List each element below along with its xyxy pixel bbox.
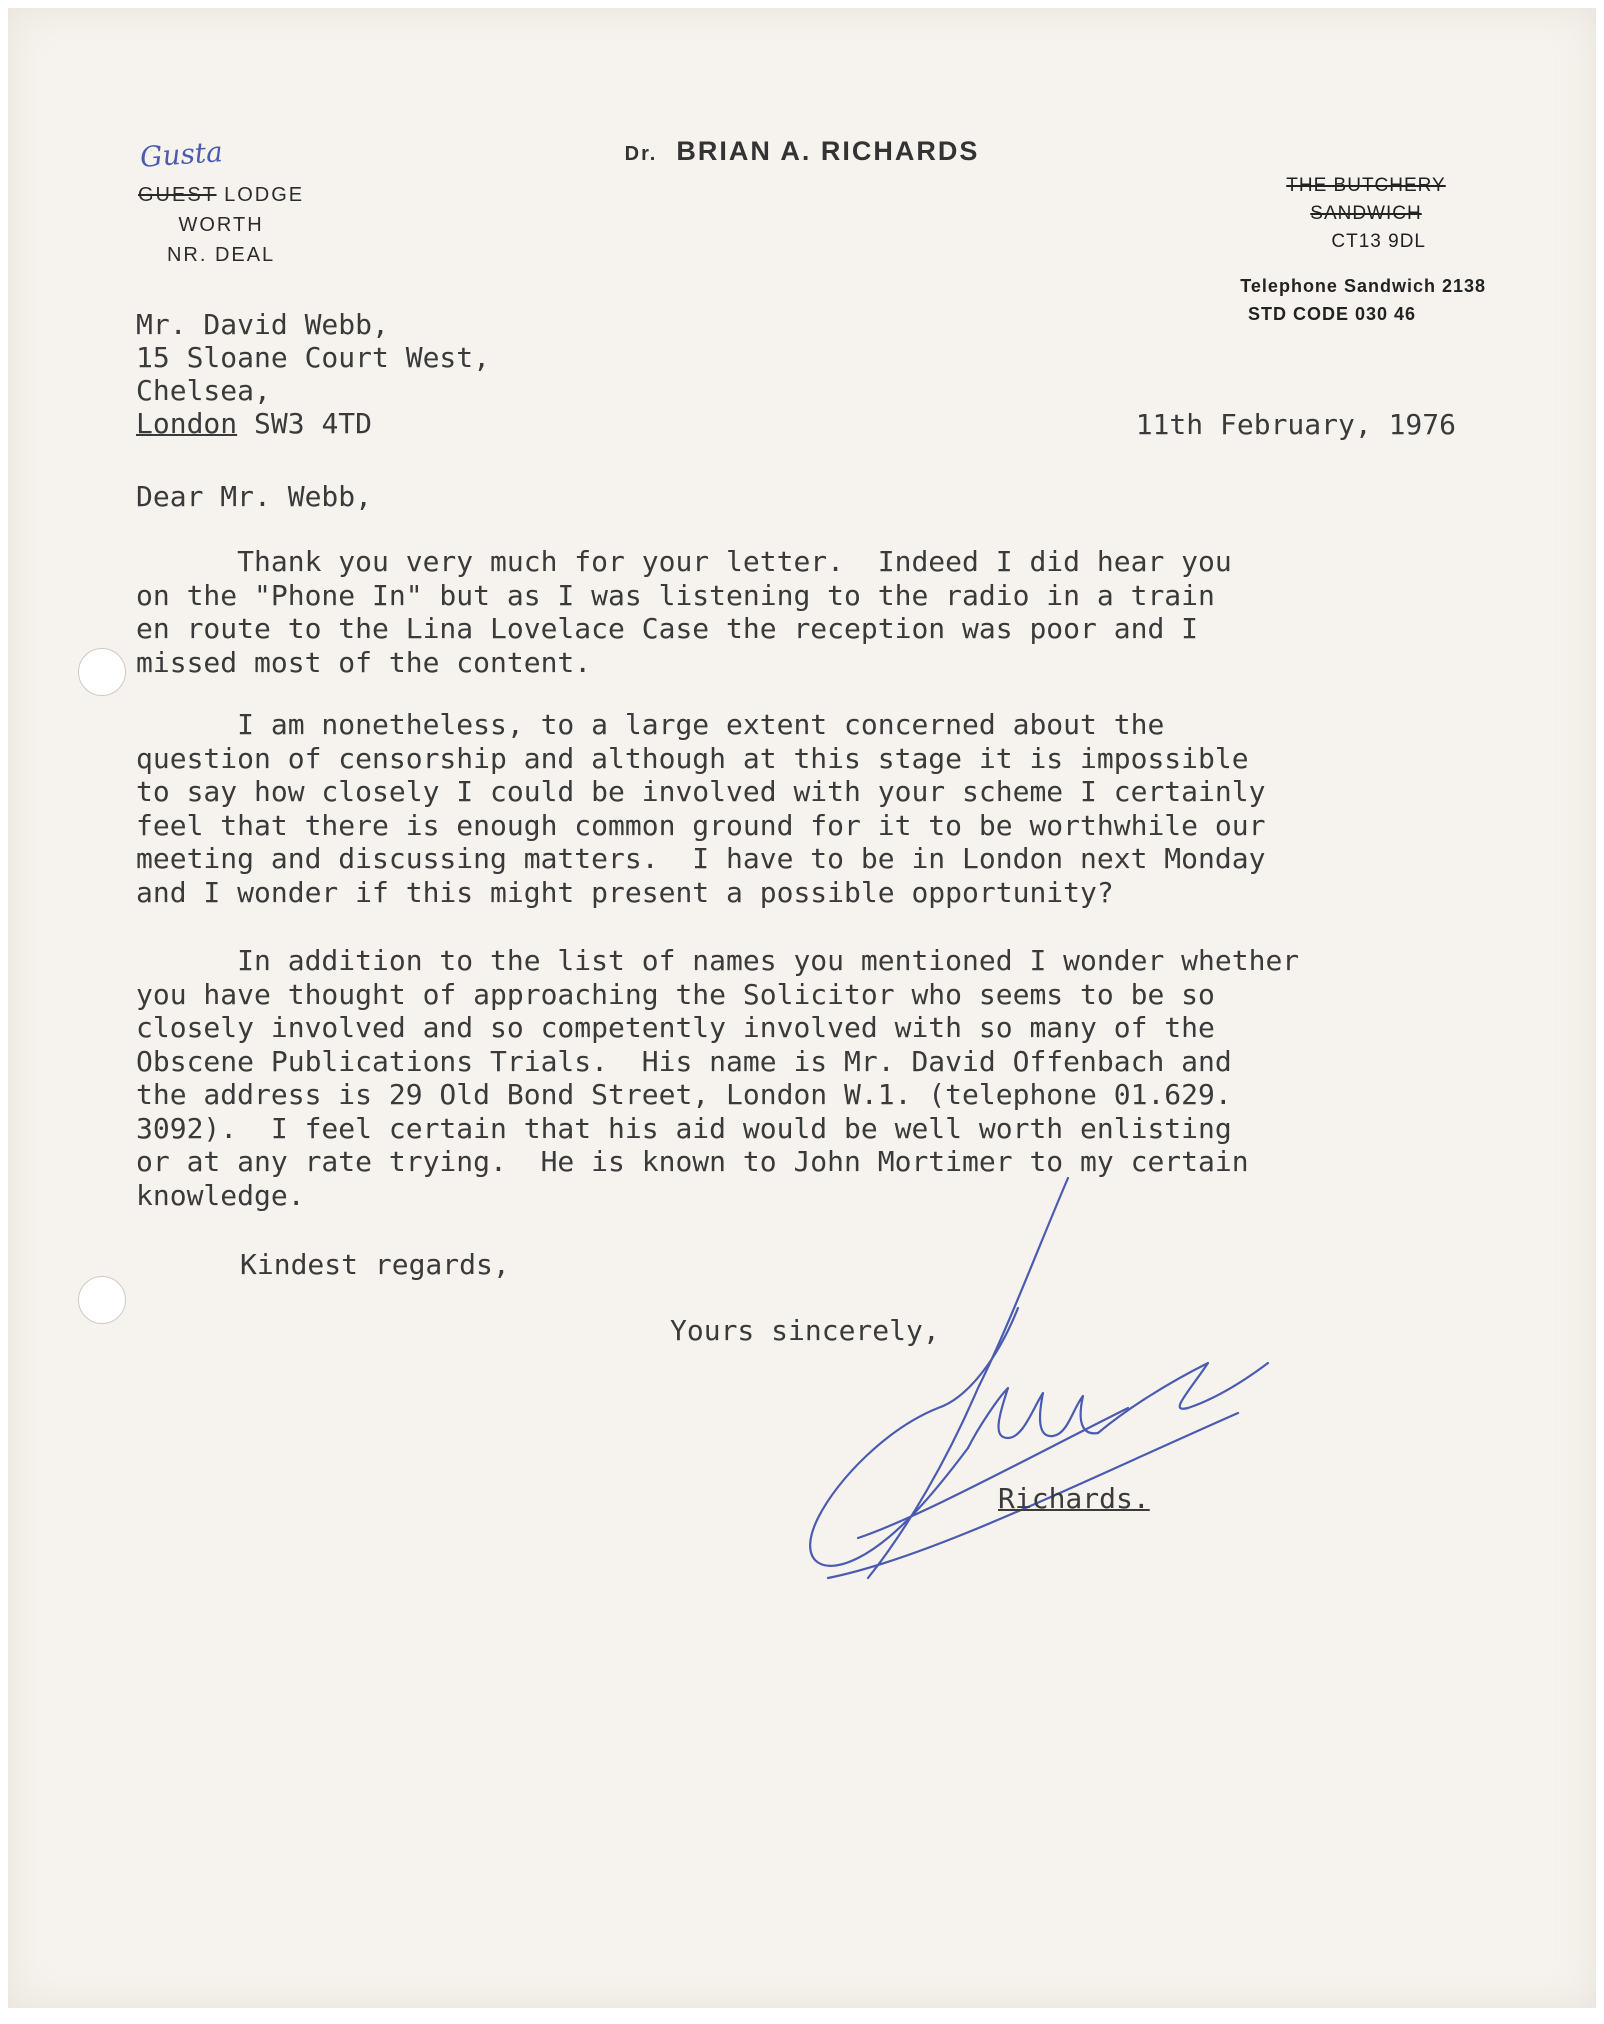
regards: Kindest regards, <box>240 1248 510 1281</box>
struck-sandwich: SANDWICH <box>1310 203 1422 224</box>
letterhead-address-left <box>138 180 304 270</box>
letter-date: 11th February, 1976 <box>1135 408 1456 441</box>
handwritten-correction: Gusta <box>138 135 224 174</box>
recipient-address <box>136 308 490 440</box>
signed-name: Richards. <box>998 1482 1150 1515</box>
letter-page <box>8 8 1596 2008</box>
punch-hole-bottom <box>78 1276 126 1324</box>
punch-hole-top <box>78 648 126 696</box>
closing: Yours sincerely, <box>670 1314 940 1347</box>
handwritten-signature <box>768 1158 1288 1628</box>
letterhead-left-line3: NR. DEAL <box>166 244 276 266</box>
body-paragraph-2: I am nonetheless, to a large extent concerned about the question of censorship and although at this stage it is impossible to say how closely I could be involved with your scheme I certainly feel that there is enough common ground for it to be worthwhile our meeting and discussing matters. I have to be in London next Monday and I wonder if this might present a possible opportunity? <box>136 708 1266 909</box>
telephone-line: Telephone Sandwich 2138 <box>1240 276 1486 296</box>
recipient-line4 <box>136 407 490 440</box>
recipient-city: London <box>136 407 238 440</box>
std-code-line: STD CODE 030 46 <box>1247 304 1416 324</box>
letterhead-left-line1 <box>138 180 304 210</box>
letterhead-title: Dr. <box>624 143 658 165</box>
letterhead-name <box>8 136 1596 167</box>
recipient-postcode: SW3 4TD <box>237 407 373 440</box>
struck-word-guest: GUEST <box>138 184 217 206</box>
body-paragraph-3: In addition to the list of names you mentioned I wonder whether you have thought of approaching the Solicitor who seems to be so closely involved and so competently involved with so many of the Obscene Publications Trials. His name is Mr. David Offenbach and the address is 29 Old Bond Street, London W.1. (telephone 01.629. 3092). I feel certain that his aid would be well worth enlisting or at any rate trying. He is known to John Mortimer to my certain knowledge. <box>136 944 1300 1212</box>
struck-butchery: THE BUTCHERY <box>1286 175 1446 196</box>
letterhead-address-right <box>1226 172 1486 328</box>
recipient-line3: Chelsea, <box>136 374 271 407</box>
postcode: CT13 9DL <box>1331 231 1426 252</box>
recipient-line2: 15 Sloane Court West, <box>136 341 491 374</box>
body-paragraph-1: Thank you very much for your letter. Indeed I did hear you on the "Phone In" but as I was listening to the radio in a train en route to the Lina Lovelace Case the reception was poor and I missed most of the content. <box>136 545 1232 679</box>
lodge-word: LODGE <box>224 184 305 206</box>
letterhead-left-line2: WORTH <box>178 214 264 236</box>
salutation: Dear Mr. Webb, <box>136 480 373 513</box>
recipient-line1: Mr. David Webb, <box>136 308 389 341</box>
letterhead-full-name: BRIAN A. RICHARDS <box>676 136 980 166</box>
